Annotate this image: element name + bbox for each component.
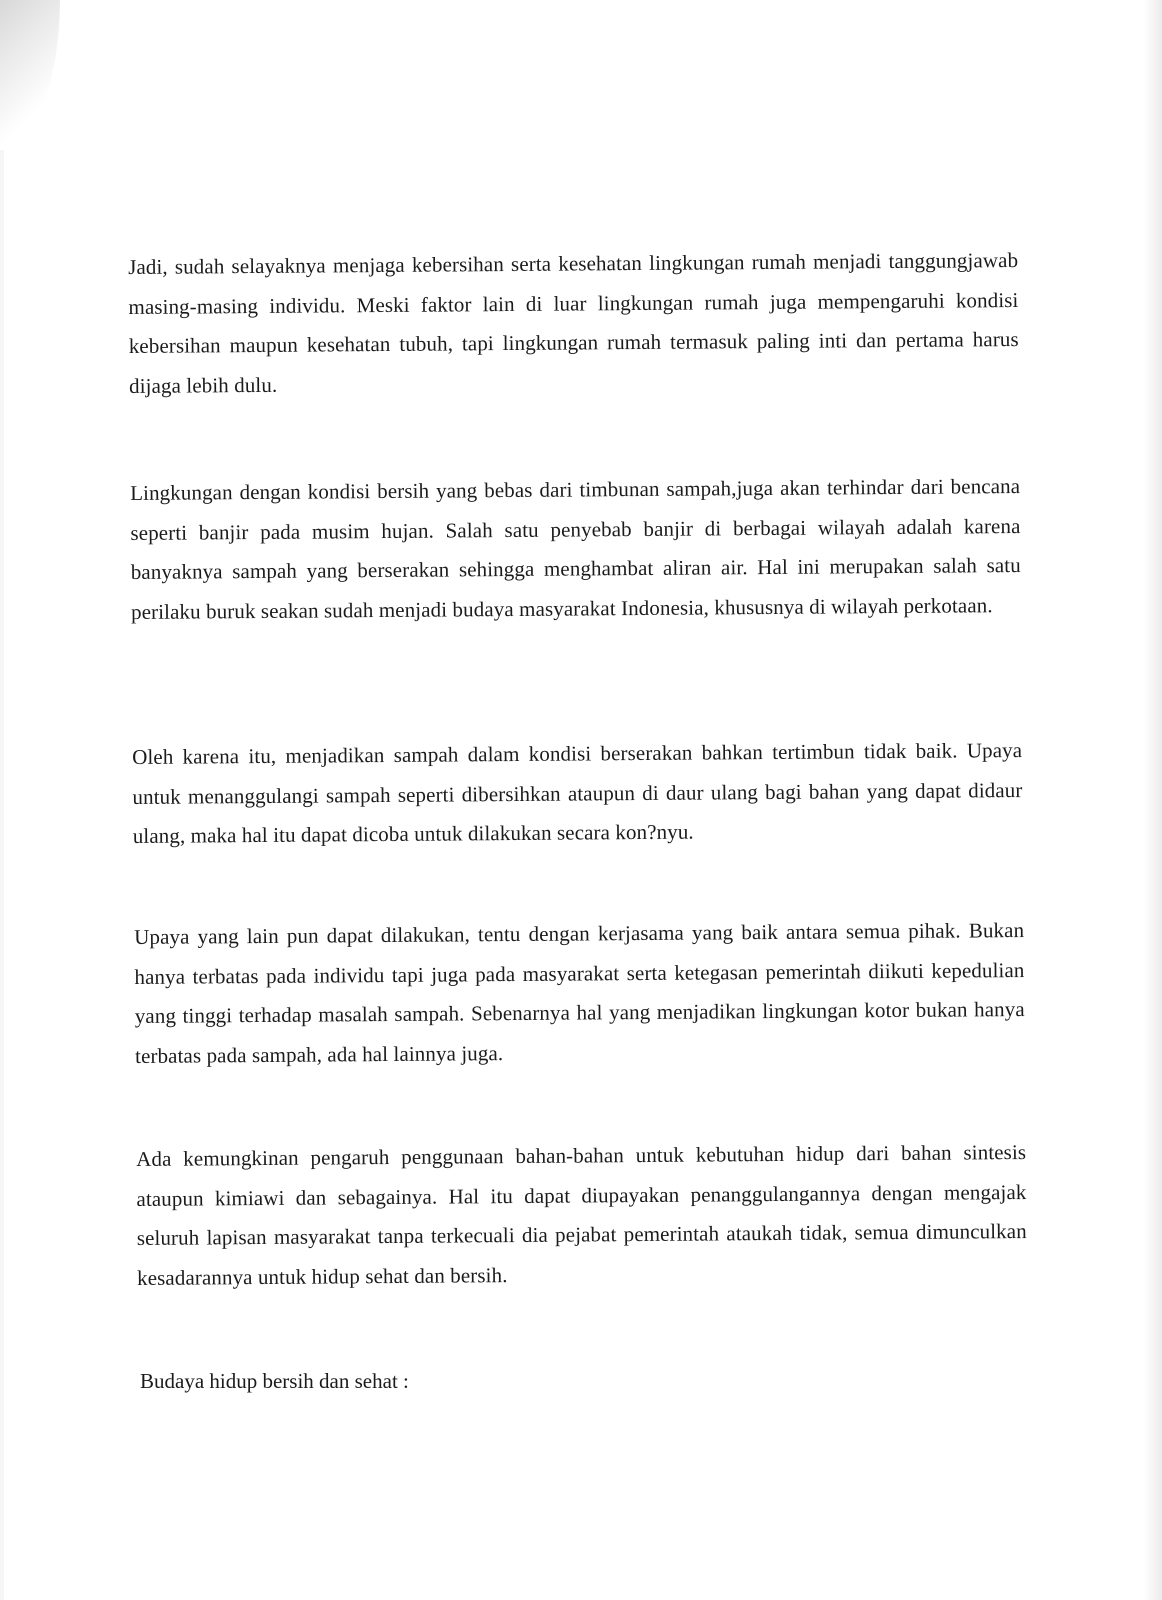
scan-corner-shadow bbox=[0, 0, 60, 150]
paragraph-4: Upaya yang lain pun dapat dilakukan, tentu dengan kerjasama yang baik antara semua pihak. Bukan hanya terbatas pada individu tapi juga pada masyarakat serta ketegasan pemerintah diikuti kepedulian yang tinggi terhadap masalah sampah. Sebenarnya hal yang menjadikan lingkungan kotor bukan hanya terbatas pada sampah, ada hal lainnya juga. bbox=[134, 918, 1025, 1068]
scan-left-edge bbox=[0, 150, 4, 1600]
paragraph-2: Lingkungan dengan kondisi bersih yang bebas dari timbunan sampah,juga akan terhindar dari bencana seperti banjir pada musim hujan. Salah satu penyebab banjir di berbagai wilayah adalah karena banyaknya sampah yang berserakan sehingga menghambat aliran air. Hal ini merupakan salah satu perilaku buruk seakan sudah menjadi budaya masyarakat Indonesia, khususnya di wilayah perkotaan. bbox=[130, 474, 1021, 624]
section-heading: Budaya hidup bersih dan sehat : bbox=[140, 1369, 409, 1393]
scan-right-edge bbox=[1144, 0, 1162, 1600]
paragraph-5: Ada kemungkinan pengaruh penggunaan bahan-bahan untuk kebutuhan hidup dari bahan sintesis ataupun kimiawi dan sebagainya. Hal itu dapat diupayakan penanggulangannya dengan mengajak seluruh lapisan masyarakat tanpa terkecuali dia pejabat pemerintah ataukah tidak, semua dimunculkan kesadarannya untuk hidup sehat dan bersih. bbox=[136, 1140, 1027, 1290]
paragraph-3: Oleh karena itu, menjadikan sampah dalam kondisi berserakan bahkan tertimbun tidak baik. Upaya untuk menanggulangi sampah seperti dibersihkan ataupun di daur ulang bagi bahan yang dapat didaur ulang, maka hal itu dapat dicoba untuk dilakukan secara kon?nyu. bbox=[132, 738, 1023, 848]
paragraph-1: Jadi, sudah selayaknya menjaga kebersihan serta kesehatan lingkungan rumah menjadi tanggungjawab masing-masing individu. Meski faktor lain di luar lingkungan rumah juga mempengaruhi kondisi kebersihan maupun kesehatan tubuh, tapi lingkungan rumah termasuk paling inti dan pertama harus dijaga lebih dulu. bbox=[128, 248, 1019, 398]
